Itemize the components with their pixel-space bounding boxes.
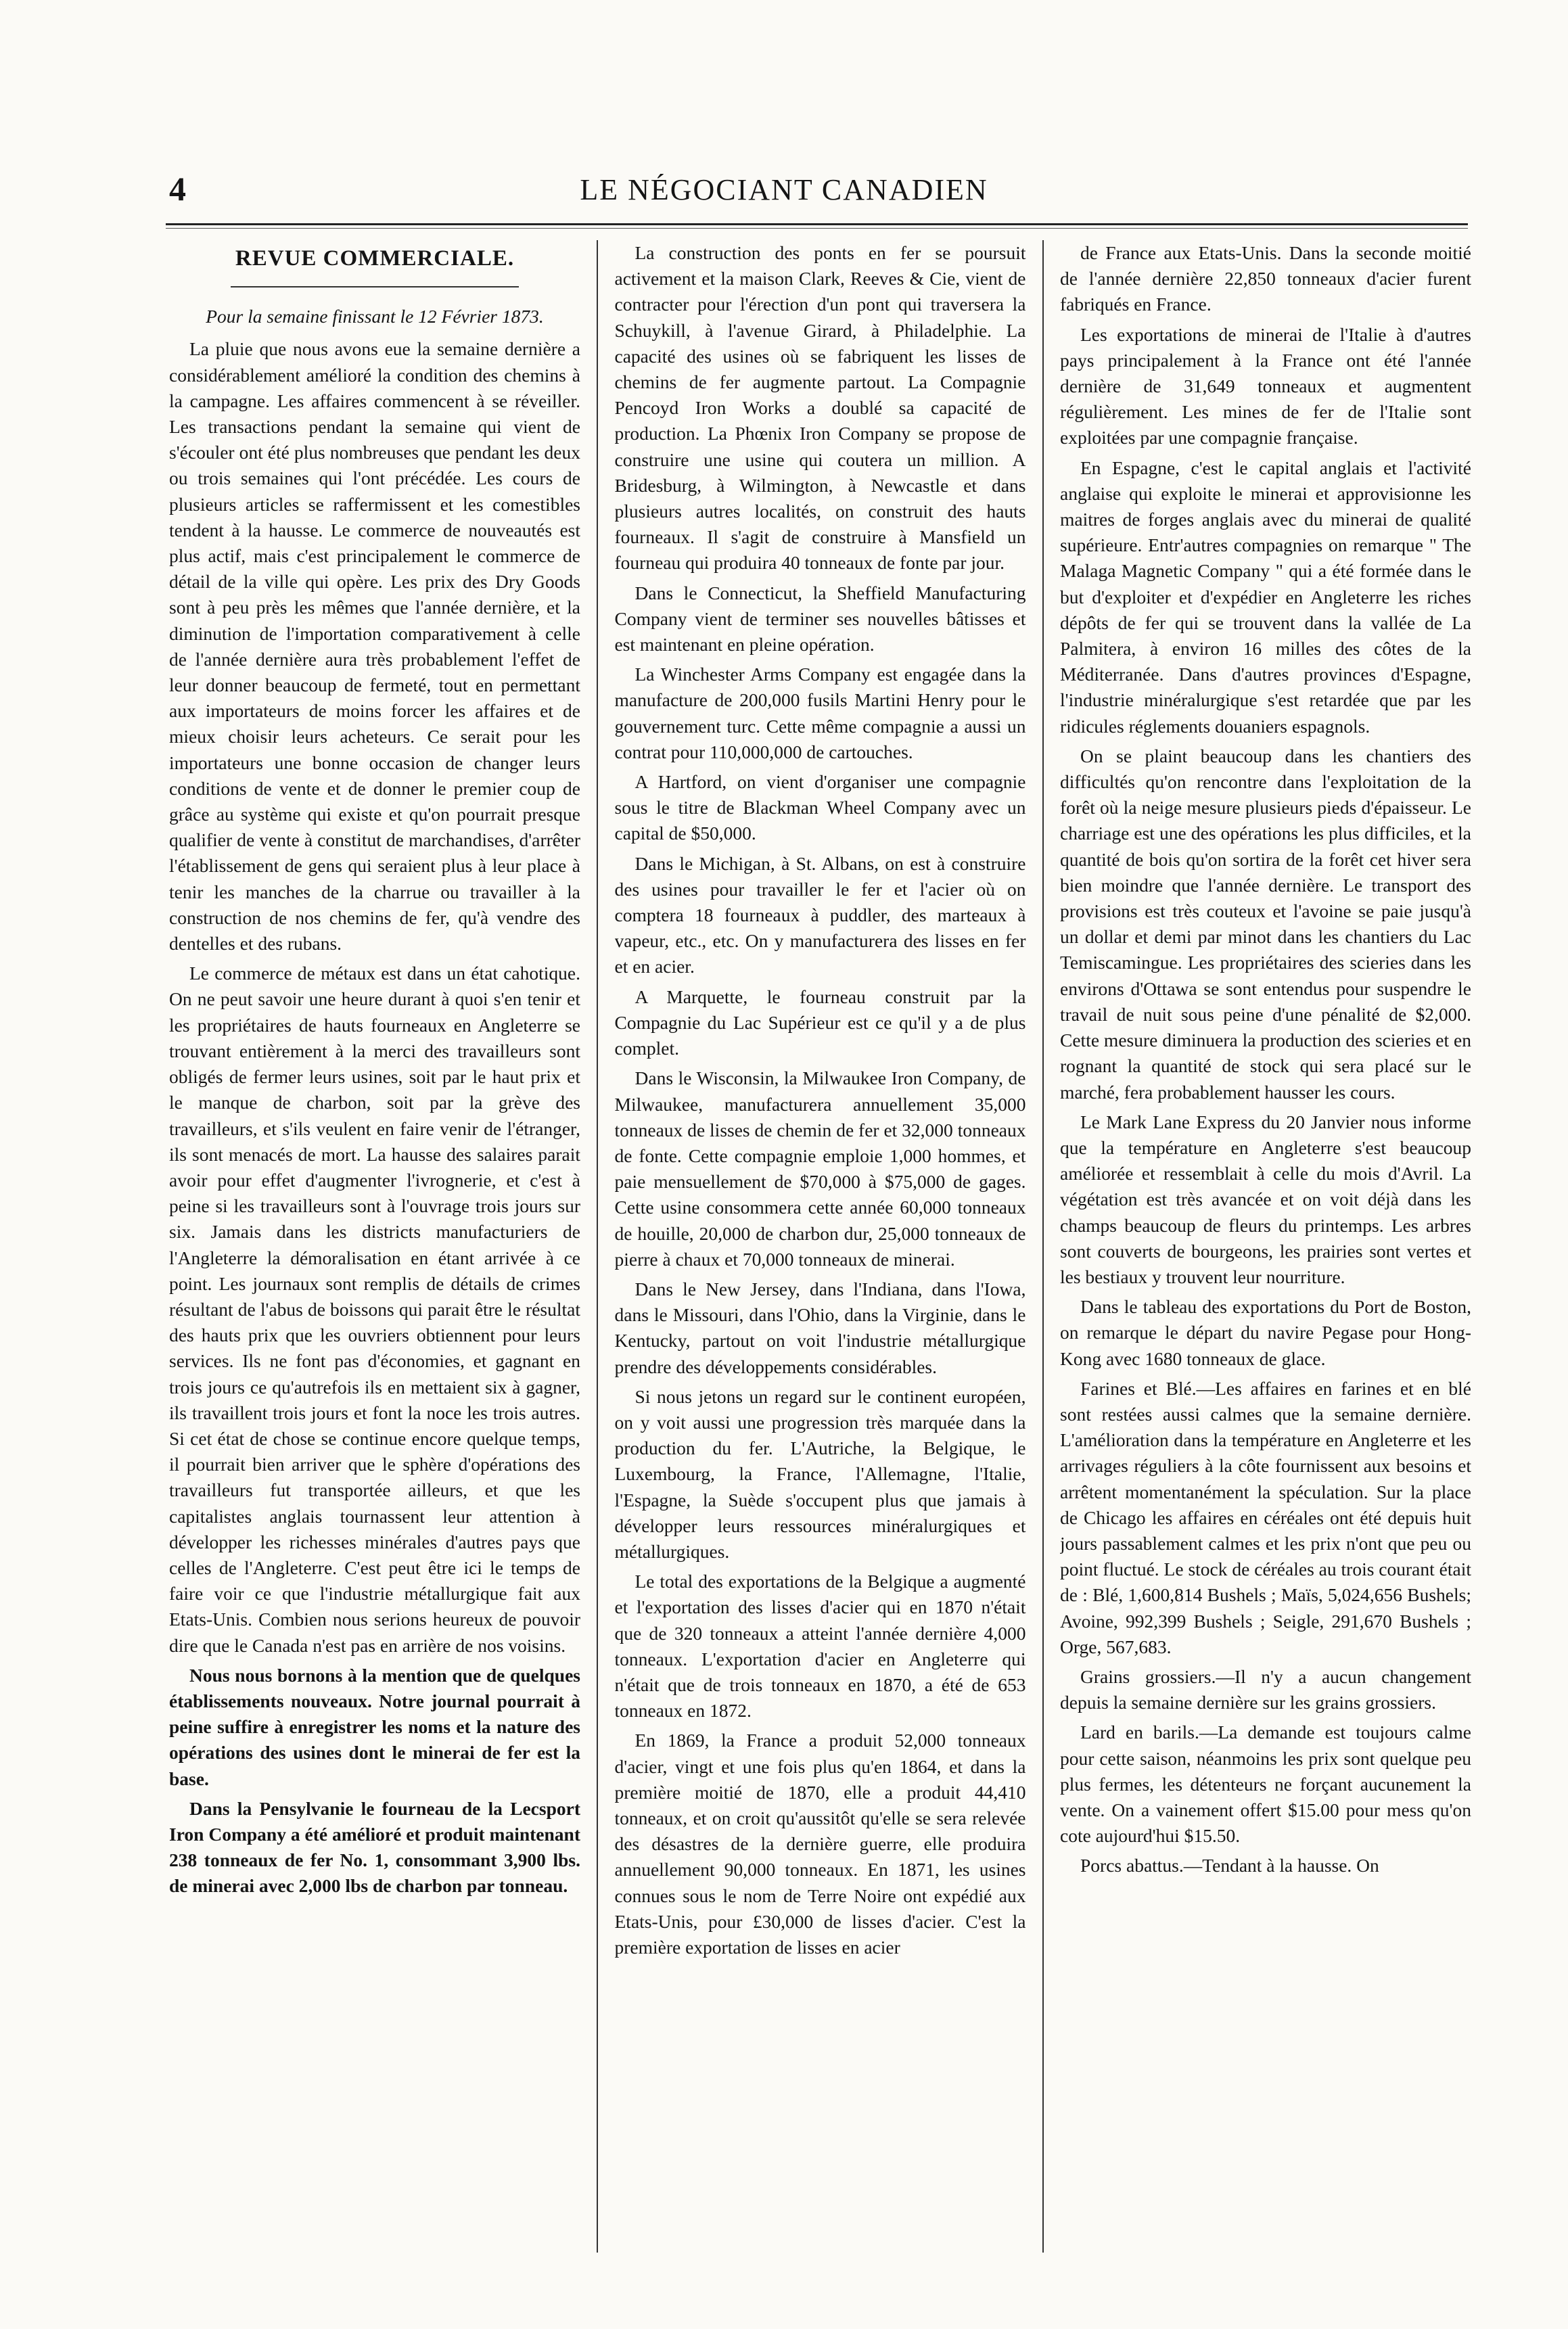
paragraph: Dans le New Jersey, dans l'Indiana, dans l'Iowa, dans le Missouri, dans l'Ohio, dans la Virginie, dans le Kentucky, partout on voit l'industrie métallurgique prendre des développements considérables. <box>614 1278 1026 1377</box>
page-number: 4 <box>169 170 186 208</box>
paragraph: Porcs abattus.—Tendant à la hausse. On <box>1080 1855 1379 1876</box>
paragraph: La Winchester Arms Company est engagée dans la manufacture de 200,000 fusils Martini Henry pour le gouvernement turc. Cette même compagnie a aussi un contrat pour 110,000,000 de cartouches. <box>614 664 1026 762</box>
paragraph: Lard en barils.—La demande est toujours calme pour cette saison, néanmoins les prix sont quelque peu plus fermes, les détenteurs ne forçant aucunement la vente. On a vainement offert $15.00 pour mess qu'on cote aujourd'hui $15.50. <box>1060 1722 1471 1847</box>
column-divider <box>1042 240 1044 2253</box>
paragraph: A Hartford, on vient d'organiser une compagnie sous le titre de Blackman Wheel Company avec un capital de $50,000. <box>614 771 1026 844</box>
paragraph: Dans le Wisconsin, la Milwaukee Iron Company, de Milwaukee, manufacturera annuellement 35,000 tonneaux de lisses de chemin de fer et 32,000 tonneaux de fonte. Cette compagnie emploie 1,000 hommes, et paie mensuellement de $70,000 à $75,000 de gages. Cette usine consommera cette année 60,000 tonneaux de houille, 20,000 de charbon dur, 25,000 tonneaux de pierre à chaux et 70,000 tonneaux de minerai. <box>614 1067 1026 1270</box>
paragraph: Nous nous bornons à la mention que de quelques établissements nouveaux. Notre journal pourrait à peine suffire à enregistrer les noms et la nature des opérations des usines dont le minerai de fer est la base. <box>169 1664 580 1789</box>
paragraph: En 1869, la France a produit 52,000 tonneaux d'acier, vingt et une fois plus qu'en 1864, et dans la première moitié de 1870, elle a produit 44,410 tonneaux, et on croit qu'aussitôt qu'elle se sera relevée des désastres de la dernière guerre, elle produira annuellement 90,000 tonneaux. En 1871, les usines connues sous le nom de Terre Noire ont expédié aux Etats-Unis, pour £30,000 de lisses d'acier. C'est la première exportation de lisses en acier <box>614 1730 1026 1958</box>
paragraph: Dans la Pensylvanie le fourneau de la Lecsport Iron Company a été amélioré et produit maintenant 238 tonneaux de fer No. 1, consommant 3,900 lbs. de minerai avec 2,000 lbs de charbon par tonneau. <box>169 1797 580 1897</box>
paragraph: Le commerce de métaux est dans un état cahotique. On ne peut savoir une heure durant à quoi s'en tenir et les propriétaires de hauts fourneaux en Angleterre se trouvant entièrement à la merci des travailleurs sont obligés de fermer leurs usines, soit par le haut prix et le manque de charbon, soit par la grève des travailleurs, et s'ils veulent en faire venir de l'étranger, ils sont menacés de mort. La hausse des salaires parait avoir pour effet d'augmenter l'ivrognerie, et c'est à peine si les travailleurs sont à l'ouvrage trois jours sur six. Jamais dans les districts manufacturiers de l'Angleterre la démoralisation en étant arrivée à ce point. Les journaux sont remplis de détails de crimes résultant de l'abus de boissons qui parait être le résultat des hauts prix que les ouvriers obtiennent pour leurs services. Ils ne font pas d'économies, et gagnant en trois jours ce qu'autrefois ils en mettaient six à gagner, ils travaillent trois jours et font la noce les trois autres. Si cet état de chose se continue encore quelque temps, il pourrait bien arriver que le sphère d'opérations des travailleurs fut transportée ailleurs, et que les capitalistes anglais tournassent leur attention à développer les richesses minérales d'autres pays que celles de l'Angleterre. C'est peut être ici le temps de faire voir ce que l'industrie métallurgique fait aux Etats-Unis. Combien nous serions heureux de pouvoir dire que le Canada n'est pas en arrière de nos voisins. <box>169 963 580 1656</box>
paragraph: Grains grossiers.—Il n'y a aucun changement depuis la semaine dernière sur les grains grossiers. <box>1060 1665 1471 1713</box>
paragraph: de France aux Etats-Unis. Dans la seconde moitié de l'année dernière 22,850 tonneaux d'acier furent fabriqués en France. <box>1060 242 1471 315</box>
column-1 <box>169 240 580 2253</box>
paragraph: Le total des exportations de la Belgique a augmenté et l'exportation des lisses d'acier qui en 1870 n'était que de 320 tonneaux a atteint l'année dernière 4,000 tonneaux. L'exportation d'acier en Angleterre qui n'était que de trois tonneaux en 1870, a été de 653 tonneaux en 1872. <box>614 1571 1026 1722</box>
column-2 <box>615 240 1026 2253</box>
week-line: Pour la semaine finissant le 12 Février 1873. <box>206 306 544 327</box>
article-columns <box>169 240 1471 2253</box>
running-title: LE NÉGOCIANT CANADIEN <box>580 173 988 206</box>
title-rule <box>231 286 519 287</box>
paragraph: En Espagne, c'est le capital anglais et l'activité anglaise qui exploite le minerai et approvisionne les maitres de forges anglais avec du minerai de qualité supérieure. Entr'autres compagnies on remarque " The Malaga Magnetic Company " qui a été formée dans le but d'exploiter et d'expédier en Angleterre les riches dépôts de fer qui se trouvent dans la vallée de La Palmitera, à environ 16 milles des côtes de la Méditerranée. Dans d'autres provinces d'Espagne, l'industrie minéralurgique s'est retardée que par les ridicules réglements douaniers espagnols. <box>1060 457 1471 737</box>
paragraph: La construction des ponts en fer se poursuit activement et la maison Clark, Reeves & Cie, vient de contracter pour l'érection d'un pont qui traversera la Schuykill, à l'avenue Girard, à Philadelphie. La capacité des usines où se fabriquent les lisses de chemins de fer augmente partout. La Compagnie Pencoyd Iron Works a doublé sa capacité de production. La Phœnix Iron Company se propose de construire une usine qui coutera un million. A Bridesburg, à Wilmington, à Newcastle et dans plusieurs autres localités, on construit des hauts fourneaux. Il s'agit de construire à Mansfield un fourneau qui produira 40 tonneaux de fonte par jour. <box>614 242 1026 574</box>
paragraph: On se plaint beaucoup dans les chantiers des difficultés qu'on rencontre dans l'exploitation de la forêt où la neige mesure plusieurs pieds d'épaisseur. Le charriage est une des opérations les plus difficiles, et la quantité de bois qu'on sortira de la forêt cet hiver sera bien moindre que l'année dernière. Le transport des provisions est très couteux et l'avoine se paie jusqu'à un dollar et demi par minot dans les chantiers du Lac Temiscamingue. Les propriétaires des scieries dans les environs d'Ottawa se sont entendus pour suspendre le travail de nuit sous peine d'une pénalité de $2,000. Cette mesure diminuera la production des scieries et en rognant la quantité de stock qui sera placé sur le marché, fera probablement hausser les cours. <box>1060 745 1471 1103</box>
header-rule <box>166 223 1468 225</box>
paragraph: A Marquette, le fourneau construit par la Compagnie du Lac Supérieur est ce qu'il y a de plus complet. <box>614 986 1026 1059</box>
section-title: REVUE COMMERCIALE. <box>235 246 515 271</box>
header-rule-thin <box>166 228 1468 229</box>
paragraph: Dans le Michigan, à St. Albans, on est à construire des usines pour travailler le fer et l'acier où on comptera 18 fourneaux à puddler, des marteaux à vapeur, etc., etc. On y manufacturera des lisses en fer et en acier. <box>614 852 1026 977</box>
paragraph: Les exportations de minerai de l'Italie à d'autres pays principalement à la France ont été l'année dernière de 31,649 tonneaux et augmentent régulièrement. Les mines de fer de l'Italie sont exploitées par une compagnie française. <box>1060 323 1471 448</box>
paragraph: Si nous jetons un regard sur le continent européen, on y voit aussi une progression très marquée dans la production du fer. L'Autriche, la Belgique, le Luxembourg, la France, l'Allemagne, l'Italie, l'Espagne, la Suède s'occupent plus que jamais à développer leurs ressources minéralurgiques et métallurgiques. <box>614 1385 1026 1562</box>
paragraph: La pluie que nous avons eue la semaine dernière a considérablement amélioré la condition des chemins à la campagne. Les affaires commencent à se réveiller. Les transactions pendant la semaine qui vient de s'écouler ont été plus nombreuses que pendant les deux ou trois semaines qui l'ont précédée. Les cours de plusieurs articles se raffermissent et les comestibles tendent à la hausse. Le commerce de nouveautés est plus actif, mais c'est principalement le commerce de détail de la ville qui opère. Les prix des Dry Goods sont à peu près les mêmes que l'année dernière, et la diminution de l'importation comparativement à celle de l'année dernière aura très probablement l'effet de leur donner beaucoup de fermeté, tout en permettant aux importateurs de moins forcer les affaires et de mieux choisir leurs acheteurs. Ce serait pour les importateurs une bonne occasion de changer leurs conditions de vente et de donner le premier coup de grâce au système qui existe et qu'on pourrait presque qualifier de vente à constitut de marchandises, d'arrêter l'établissement de gens qui seraient plus à leur place à tenir les manches de la charrue ou travailler à la construction de nos chemins de fer, qu'à vendre des dentelles et des rubans. <box>169 338 580 954</box>
column-divider <box>597 240 598 2253</box>
column-3 <box>1060 240 1471 2253</box>
paragraph: Le Mark Lane Express du 20 Janvier nous informe que la température en Angleterre s'est beaucoup améliorée et ressemblait à celle du mois d'Avril. La végétation est très avancée et on voit déjà dans les champs beaucoup de fleurs du printemps. Les arbres sont couverts de bourgeons, les prairies sont vertes et les bestiaux y trouvent leur nourriture. <box>1060 1111 1471 1287</box>
paragraph: Dans le tableau des exportations du Port de Boston, on remarque le départ du navire Pegase pour Hong-Kong avec 1680 tonneaux de glace. <box>1060 1296 1471 1369</box>
paragraph: Farines et Blé.—Les affaires en farines et en blé sont restées aussi calmes que la semaine dernière. L'amélioration dans la température en Angleterre et les arrivages réguliers à la côte fournissent aux besoins et arrêtent momentanément la spéculation. Sur la place de Chicago les affaires en céréales ont été depuis huit jours passablement calmes et les prix n'ont que peu ou point fluctué. Le stock de céréales au trois courant était de : Blé, 1,600,814 Bushels ; Maïs, 5,024,656 Bushels; Avoine, 992,399 Bushels ; Seigle, 291,670 Bushels ; Orge, 567,683. <box>1060 1377 1471 1657</box>
paragraph: Dans le Connecticut, la Sheffield Manufacturing Company vient de terminer ses nouvelles bâtisses et est maintenant en pleine opération. <box>614 582 1026 655</box>
